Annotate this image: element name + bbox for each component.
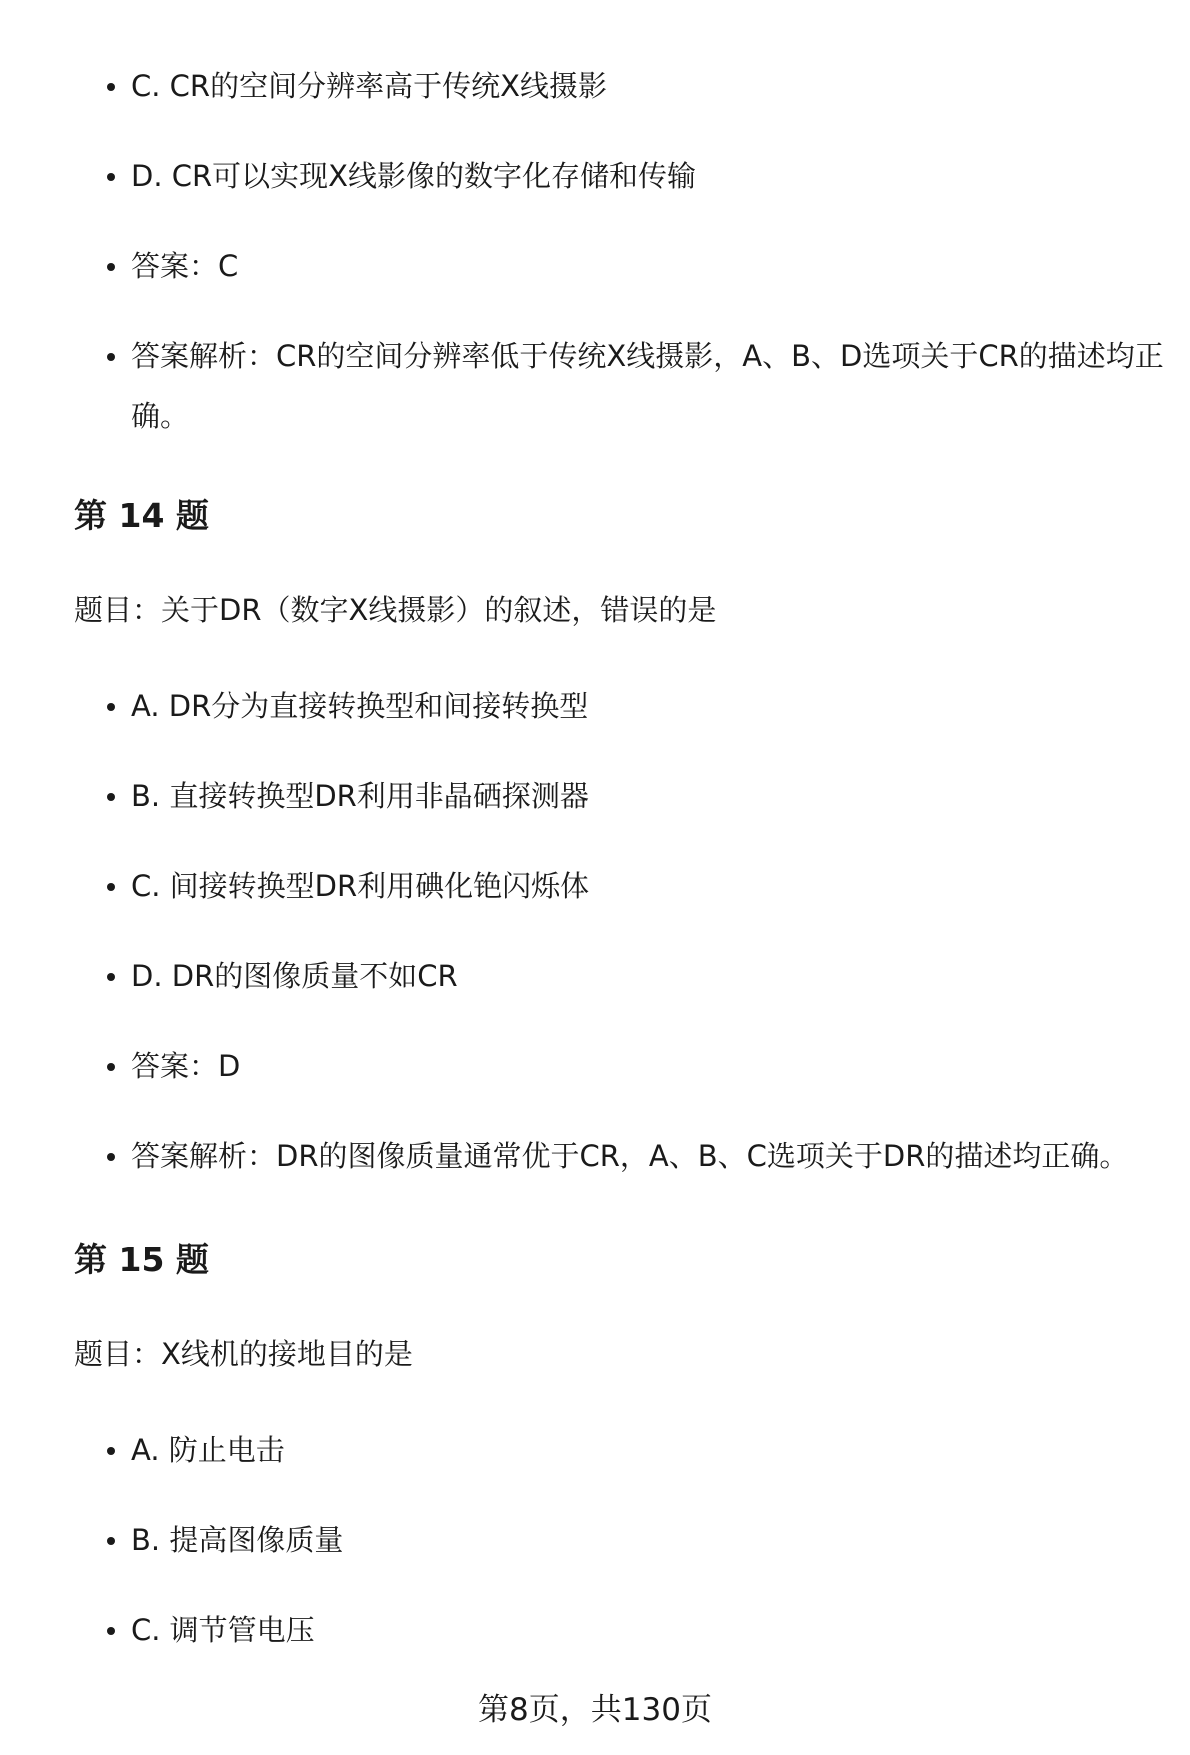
- option-d: D. CR可以实现X线影像的数字化存储和传输: [74, 146, 1174, 206]
- question-14-heading: 第 14 题: [74, 496, 209, 535]
- answer-analysis: 答案解析：DR的图像质量通常优于CR，A、B、C选项关于DR的描述均正确。: [74, 1126, 1174, 1186]
- option-c: C. 调节管电压: [74, 1600, 1174, 1660]
- question-15-stem: 题目：X线机的接地目的是: [74, 1337, 413, 1371]
- question-14-stem: 题目：关于DR（数字X线摄影）的叙述，错误的是: [74, 593, 717, 627]
- answer: 答案：C: [74, 236, 1174, 296]
- answer: 答案：D: [74, 1036, 1174, 1096]
- option-d: D. DR的图像质量不如CR: [74, 946, 1174, 1006]
- question-13-options: [74, 56, 1174, 446]
- page-number-footer: 第8页，共130页: [478, 1692, 712, 1728]
- question-15-heading: 第 15 题: [74, 1240, 209, 1279]
- option-b: B. 直接转换型DR利用非晶硒探测器: [74, 766, 1174, 826]
- question-14-options: [74, 676, 1174, 1186]
- option-c: C. CR的空间分辨率高于传统X线摄影: [74, 56, 1174, 116]
- option-a: A. DR分为直接转换型和间接转换型: [74, 676, 1174, 736]
- option-b: B. 提高图像质量: [74, 1510, 1174, 1570]
- answer-analysis: 答案解析：CR的空间分辨率低于传统X线摄影，A、B、D选项关于CR的描述均正确。: [74, 326, 1174, 446]
- option-c: C. 间接转换型DR利用碘化铯闪烁体: [74, 856, 1174, 916]
- question-15-options: [74, 1420, 1174, 1660]
- option-a: A. 防止电击: [74, 1420, 1174, 1480]
